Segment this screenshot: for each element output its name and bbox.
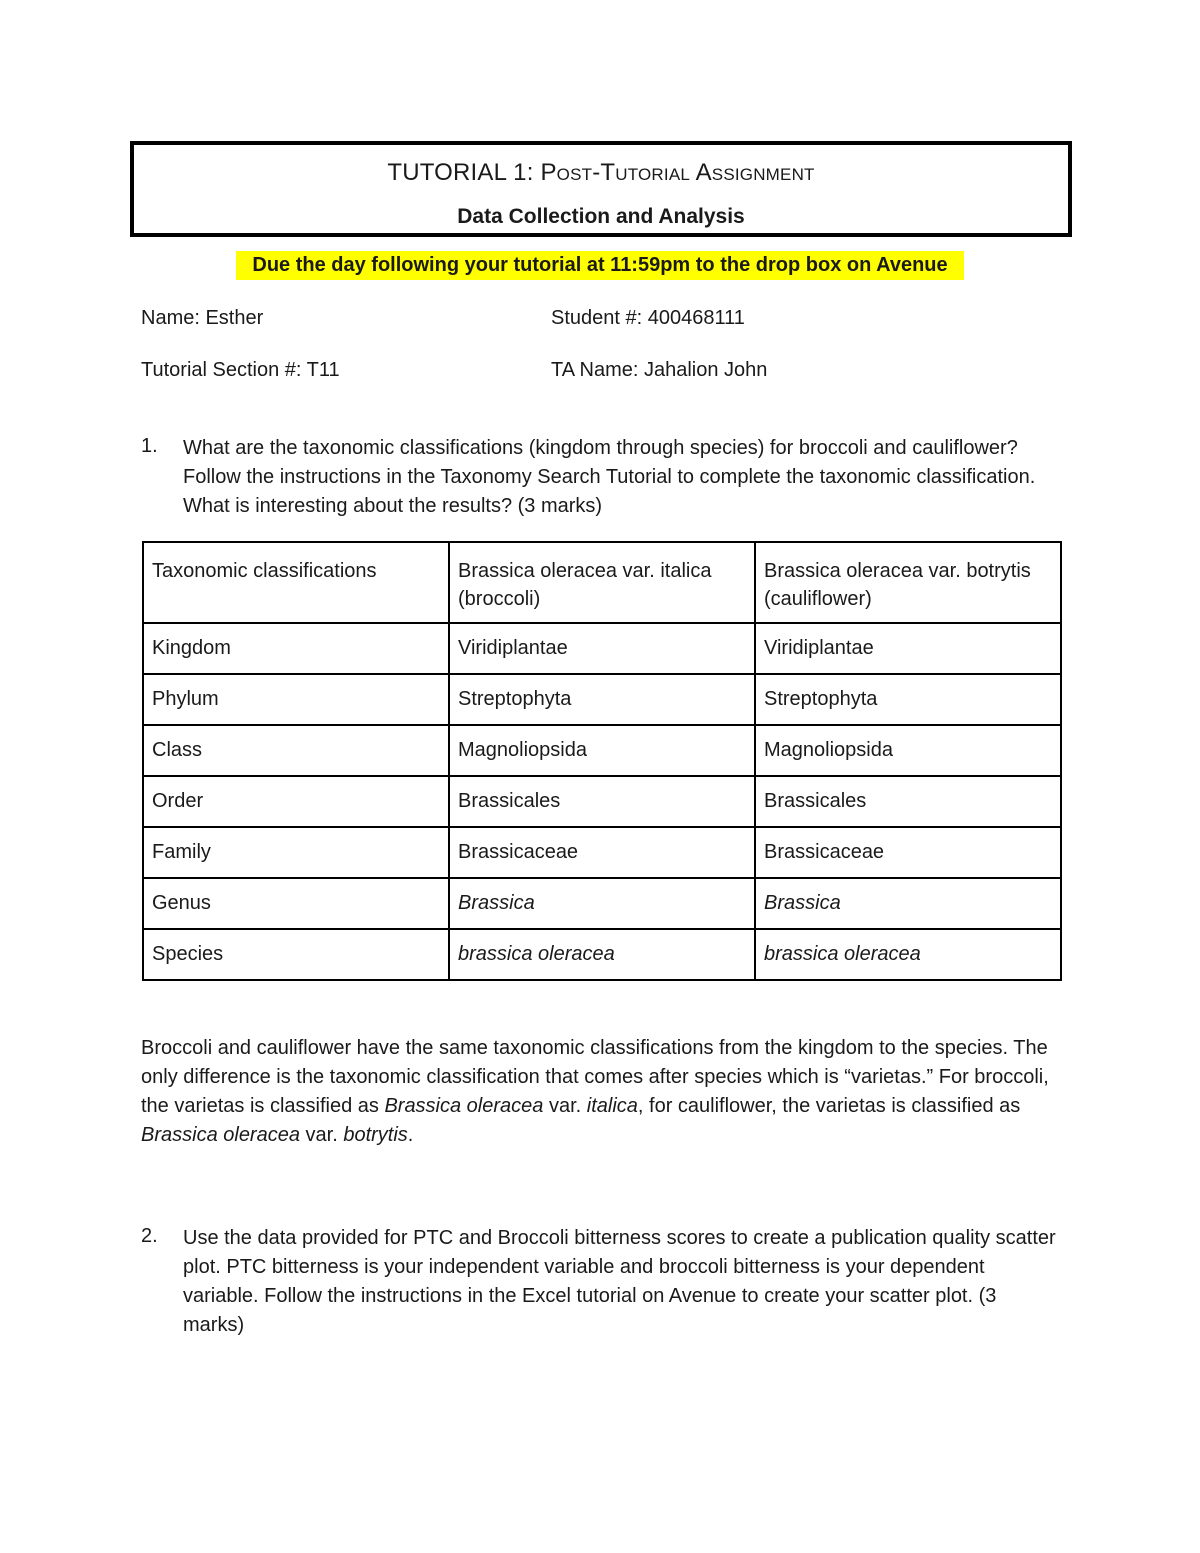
table-cell: Streptophyta — [449, 674, 755, 725]
table-row — [143, 827, 1061, 878]
table-cell: Brassicaceae — [755, 827, 1061, 878]
table-header-row — [143, 542, 1061, 623]
answer-text: . — [407, 1124, 414, 1146]
table-cell: Family — [143, 827, 449, 878]
table-cell: Class — [143, 725, 449, 776]
table-cell: Brassicaceae — [449, 827, 755, 878]
table-row — [143, 929, 1061, 980]
student-number-field: Student #: 400468111 — [551, 307, 745, 329]
ta-name-field: TA Name: Jahalion John — [551, 359, 768, 381]
species-name: Brassica oleracea — [384, 1095, 544, 1117]
variety-name: italica — [586, 1095, 638, 1117]
page-title — [134, 159, 1068, 187]
title-box — [130, 141, 1072, 237]
table-cell: Magnoliopsida — [449, 725, 755, 776]
answer-text: , for cauliflower, the varietas is classified as — [637, 1095, 1021, 1117]
table-row — [143, 776, 1061, 827]
title-rest: Post-Tutorial Assignment — [540, 159, 815, 186]
table-header-cell: Taxonomic classifications — [143, 542, 449, 623]
variety-name: botrytis — [343, 1124, 408, 1146]
table-cell: Viridiplantae — [449, 623, 755, 674]
table-cell: Streptophyta — [755, 674, 1061, 725]
table-cell: Brassica — [449, 878, 755, 929]
table-row — [143, 878, 1061, 929]
table-cell: Brassicales — [755, 776, 1061, 827]
table-row — [143, 725, 1061, 776]
table-row — [143, 623, 1061, 674]
question-2-text: Use the data provided for PTC and Broccoli bitterness scores to create a publication quality scatter plot. PTC bitterness is your independent variable and broccoli bitterness is your dependent variable. Follow the instructions in the Excel tutorial on Avenue to create your scatter plot. (3 marks) — [183, 1227, 1056, 1336]
question-1-text: What are the taxonomic classifications (kingdom through species) for broccoli and cauliflower? Follow the instructions in the Taxonomy Search Tutorial to complete the taxonomic classification. What is interesting about the results? (3 marks) — [183, 437, 1036, 517]
due-notice: Due the day following your tutorial at 11:59pm to the drop box on Avenue — [236, 251, 964, 280]
title-prefix: TUTORIAL 1: — [387, 159, 541, 186]
var-word: var. — [543, 1095, 587, 1117]
table-header-cell: Brassica oleracea var. botrytis (cauliflower) — [755, 542, 1061, 623]
table-cell: Order — [143, 776, 449, 827]
page-subtitle: Data Collection and Analysis — [457, 205, 745, 228]
table-cell: Brassicales — [449, 776, 755, 827]
table-cell: brassica oleracea — [449, 929, 755, 980]
table-cell: Species — [143, 929, 449, 980]
table-row — [143, 674, 1061, 725]
answer-text: Broccoli and cauliflower have the same taxonomic classifications from the kingdom to the species. The only difference is the taxonomic classification that comes after species which is “varietas.” For broccoli, the varietas is classified as — [141, 1037, 1049, 1117]
question-2-number: 2. — [141, 1225, 158, 1247]
table-cell: Genus — [143, 878, 449, 929]
table-cell: Phylum — [143, 674, 449, 725]
taxonomy-table — [142, 541, 1062, 981]
answer-1-paragraph — [141, 1034, 1061, 1150]
table-cell: Kingdom — [143, 623, 449, 674]
table-cell: Magnoliopsida — [755, 725, 1061, 776]
name-field: Name: Esther — [141, 307, 264, 329]
species-name: Brassica oleracea — [141, 1124, 300, 1146]
question-1-number: 1. — [141, 435, 158, 457]
tutorial-section-field: Tutorial Section #: T11 — [141, 359, 340, 381]
table-cell: Viridiplantae — [755, 623, 1061, 674]
table-cell: Brassica — [755, 878, 1061, 929]
table-header-cell: Brassica oleracea var. italica (broccoli) — [449, 542, 755, 623]
table-cell: brassica oleracea — [755, 929, 1061, 980]
var-word: var. — [299, 1124, 344, 1146]
